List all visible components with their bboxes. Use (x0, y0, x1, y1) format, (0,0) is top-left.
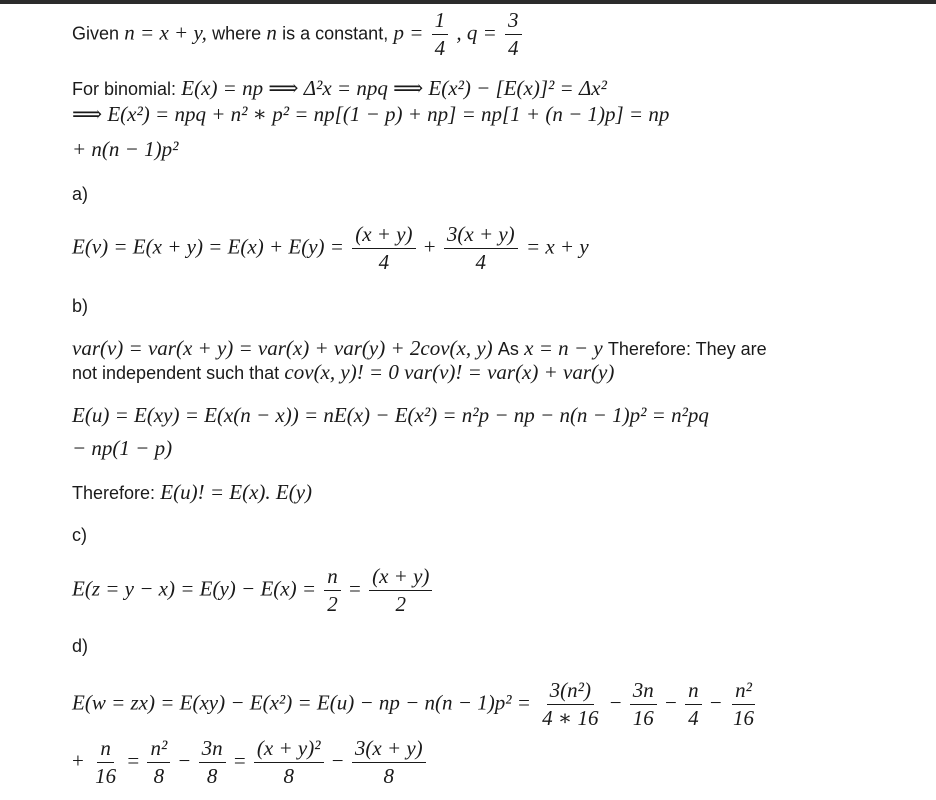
part-b-line-4 (72, 438, 172, 459)
part-b-line-5 (72, 482, 312, 503)
p-num: 1 (432, 10, 449, 35)
b-independent-text: not independent such that (72, 363, 280, 383)
where-text: where (212, 23, 262, 44)
d-frac-4-den: 16 (732, 706, 754, 730)
part-a-label: a) (72, 184, 89, 204)
d-frac-3-num: n (685, 680, 702, 705)
d2-frac-2 (147, 738, 170, 787)
d2-equals-1: = (127, 748, 140, 773)
p-den: 4 (434, 36, 446, 60)
d-frac-3 (685, 680, 702, 729)
d-frac-1 (539, 680, 601, 729)
d2-frac-1-den: 16 (95, 764, 117, 788)
d-minus-3: − (709, 690, 722, 715)
a-plus: + (423, 234, 436, 259)
binomial-line-2 (72, 104, 669, 125)
part-d-label: d) (72, 636, 89, 656)
b-as-text: As (497, 339, 519, 359)
d2-frac-3-num: 3n (199, 738, 226, 763)
top-border (0, 0, 936, 4)
d2-frac-4 (254, 738, 324, 787)
d-frac-2-num: 3n (630, 680, 657, 705)
given-math-n: n = x + y, (124, 20, 207, 45)
a-frac-2 (444, 224, 518, 273)
d2-frac-2-den: 8 (153, 764, 165, 788)
b-var-math: var(v) = var(x + y) = var(x) + var(y) + 2cov(x, y) (72, 336, 493, 360)
d-frac-1-num: 3(n²) (547, 680, 594, 705)
d2-frac-4-num: (x + y)² (254, 738, 324, 763)
part-d-line-2 (72, 738, 429, 787)
b-therefore-text: Therefore: They are (607, 339, 767, 359)
part-b-line-2 (72, 362, 614, 383)
b-eu-ineq-math: E(u)! = E(x). E(y) (160, 480, 313, 504)
b-eu-math-2: − np(1 − p) (72, 436, 173, 460)
part-b-label: b) (72, 296, 89, 316)
c-frac-1-num: n (324, 566, 341, 591)
d-frac-1-den: 4 ∗ 16 (542, 706, 599, 730)
part-a-equation (72, 224, 589, 273)
a-frac-2-num: 3(x + y) (444, 224, 518, 249)
a-frac-1-num: (x + y) (352, 224, 415, 249)
binomial-math: E(x) = np ⟹ Δ²x = npq ⟹ E(x²) − [E(x)]² = Δx² (181, 76, 607, 100)
constant-text: is a constant, (282, 23, 389, 44)
q-fraction (505, 10, 522, 59)
q-num: 3 (505, 10, 522, 35)
b-x-math: x = n − y (524, 336, 603, 360)
b-cov-math: cov(x, y)! = 0 var(v)! = var(x) + var(y) (284, 360, 615, 384)
binomial-line (72, 78, 607, 99)
d2-frac-3-den: 8 (206, 764, 218, 788)
c-frac-2-den: 2 (395, 592, 407, 616)
d-frac-2-den: 16 (632, 706, 654, 730)
c-frac-2-num: (x + y) (369, 566, 432, 591)
d2-equals-2: = (233, 748, 246, 773)
part-d-line-1 (72, 680, 760, 729)
given-text: Given (72, 23, 120, 44)
b-therefore-2-text: Therefore: (72, 483, 156, 503)
part-b-line-3 (72, 405, 709, 426)
binomial-line-3 (72, 139, 178, 160)
d2-frac-1-num: n (97, 738, 114, 763)
d-minus-1: − (609, 690, 622, 715)
c-equals: = (349, 576, 361, 601)
d2-minus-1: − (178, 748, 191, 773)
d-frac-3-den: 4 (688, 706, 699, 730)
d2-frac-5-num: 3(x + y) (352, 738, 426, 763)
c-frac-1-den: 2 (327, 592, 338, 616)
part-b-line-1 (72, 338, 767, 359)
q-den: 4 (508, 36, 519, 60)
binomial-text: For binomial: (72, 79, 177, 99)
binomial-math-3: + n(n − 1)p² (72, 137, 179, 161)
given-math-n2: n (266, 20, 277, 45)
q-eq: , q = (456, 20, 497, 45)
d2-frac-2-num: n² (147, 738, 170, 763)
a-frac-2-den: 4 (475, 250, 487, 274)
given-line (72, 10, 525, 59)
d2-plus: + (72, 748, 84, 773)
d-frac-2 (630, 680, 657, 729)
d2-frac-4-den: 8 (283, 764, 294, 788)
binomial-math-2: ⟹ E(x²) = npq + n² ∗ p² = np[(1 − p) + np] = np[1 + (n − 1)p] = np (72, 102, 670, 126)
d2-frac-5-den: 8 (383, 764, 395, 788)
d2-minus-2: − (331, 748, 344, 773)
part-c-label: c) (72, 525, 87, 545)
a-frac-1 (352, 224, 415, 273)
b-eu-math: E(u) = E(xy) = E(x(n − x)) = nE(x) − E(x²) = n²p − np − n(n − 1)p² = n²pq (72, 403, 709, 427)
a-rhs: = x + y (525, 234, 589, 259)
d-frac-4 (730, 680, 757, 729)
d-minus-2: − (665, 690, 677, 715)
p-fraction (432, 10, 449, 59)
a-lhs: E(v) = E(x + y) = E(x) + E(y) = (72, 234, 344, 259)
d-frac-4-num: n² (732, 680, 755, 705)
c-frac-2 (369, 566, 432, 615)
c-frac-1 (324, 566, 341, 615)
c-lhs: E(z = y − x) = E(y) − E(x) = (72, 576, 317, 601)
d-lhs: E(w = zx) = E(xy) − E(x²) = E(u) − np − n(n − 1)p² = (72, 690, 531, 715)
d2-frac-3 (199, 738, 226, 787)
a-frac-1-den: 4 (378, 250, 390, 274)
part-c-equation (72, 566, 435, 615)
d2-frac-5 (352, 738, 426, 787)
p-eq: p = (393, 20, 424, 45)
d2-frac-1 (92, 738, 119, 787)
